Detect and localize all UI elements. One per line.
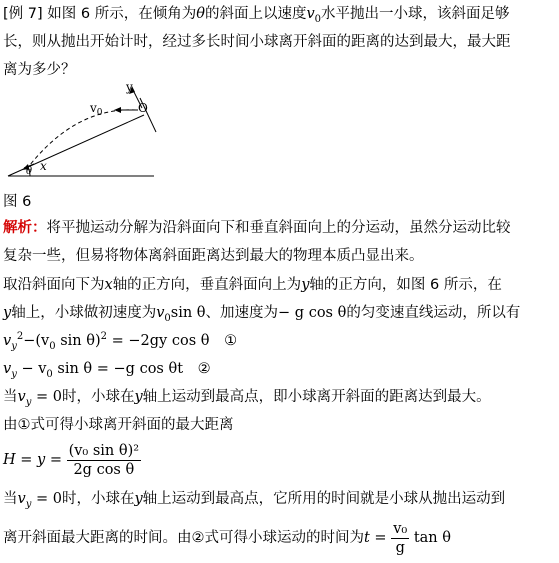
solution-line-4: y轴上，小球做初速度为$v_0\sin$ θ、加速度为− g cos θ的匀变速直线运动，所以有	[3, 305, 521, 324]
problem-line-1: [例 7] 如图 6 所示，在倾角为θ的斜面上以速度$v_0$水平抛出一小球，该斜面足够	[3, 6, 510, 25]
problem-line-2: 长，则从抛出开始计时，经过多长时间小球离开斜面的距离的达到最大，最大距	[3, 34, 511, 50]
figure-6-diagram	[4, 82, 174, 182]
solution-line-8: 离开斜面最大距离的时间。由②式可得小球运动的时间为t = $\frac{\text{v₀}}{g}$ tan θ	[3, 520, 451, 556]
label-x: x	[40, 159, 47, 173]
label-o: O	[138, 101, 148, 115]
solution-line-2: 复杂一些，但易将物体离斜面距离达到最大的物理本质凸显出来。	[3, 248, 424, 264]
equation-2: $v_y - v_0$ sin θ = −g cos θt ②	[3, 361, 211, 380]
example-label: [例 7]	[3, 6, 43, 22]
label-y: y	[126, 82, 133, 94]
solution-heading: 解析：	[3, 220, 47, 236]
solution-line-6: 由①式可得小球离开斜面的最大距离	[3, 417, 234, 433]
solution-line-7: 当$v_y = 0$时，小球在y轴上运动到最高点，它所用的时间就是小球从抛出运动到	[3, 491, 506, 510]
label-theta: θ	[26, 166, 33, 177]
solution-line-3: 取沿斜面向下为x轴的正方向，垂直斜面向上为y轴的正方向，如图 6 所示，在	[3, 277, 502, 293]
problem-line-3: 离为多少？	[3, 62, 76, 78]
time-fraction: $\frac{\text{v₀}}{g}$	[393, 520, 408, 556]
equation-3: H = y = $\frac{\text{(v₀ sin θ)²}}{\text{2g cos θ}}$	[3, 442, 140, 478]
equation-1: $v_y^2-(v_0$ sin θ)$^2$ = −2gy cos θ ①	[3, 331, 238, 352]
max-distance-fraction: $\frac{\text{(v₀ sin θ)²}}{\text{2g cos θ}}$	[68, 442, 140, 478]
solution-line-1: 解析：将平抛运动分解为沿斜面向下和垂直斜面向上的分运动，虽然分运动比较	[3, 220, 511, 236]
figure-caption: 图 6	[3, 194, 32, 210]
label-v0: $v_0$	[90, 101, 103, 118]
solution-line-5: 当$v_y = 0$时，小球在y轴上运动到最高点，即小球离开斜面的距离达到最大。	[3, 389, 491, 408]
